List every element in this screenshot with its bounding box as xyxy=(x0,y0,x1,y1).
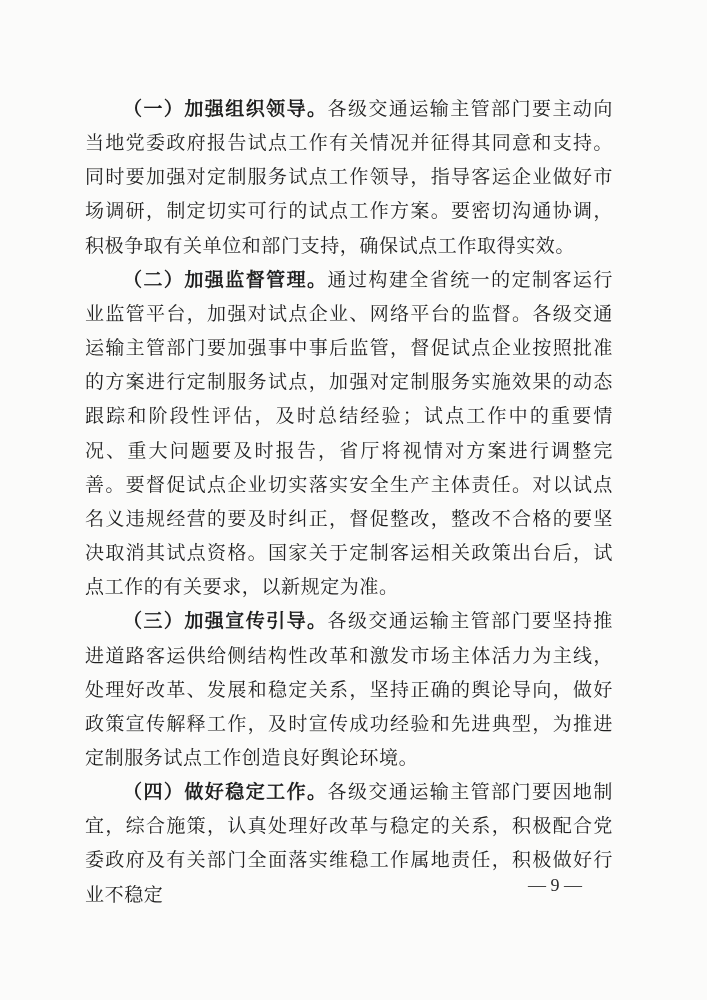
paragraph-heading: （一）加强组织领导。 xyxy=(123,98,328,120)
paragraph-heading: （三）加强宣传引导。 xyxy=(123,610,328,633)
paragraph-heading: （二）加强监督管理。 xyxy=(123,268,328,291)
paragraph-supervision-management xyxy=(85,263,613,605)
paragraph-heading: （四）做好稳定工作。 xyxy=(123,781,328,804)
document-body xyxy=(85,92,613,912)
paragraph-organization-leadership xyxy=(85,92,613,263)
paragraph-text: 各级交通运输主管部门要坚持推进道路客运供给侧结构性改革和激发市场主体活力为主线，处理好改革、发展和稳定关系，坚持正确的舆论导向，做好政策宣传解释工作，及时宣传成功经验和先进典型，为推进定制服务试点工作创造良好舆论环境。 xyxy=(85,610,613,769)
paragraph-text: 通过构建全省统一的定制客运行业监管平台，加强对试点企业、网络平台的监督。各级交通运输主管部门要加强事中事后监管，督促试点企业按照批准的方案进行定制服务试点，加强对定制服务实施效果的动态跟踪和阶段性评估，及时总结经验；试点工作中的重要情况、重大问题要及时报告，省厅将视情对方案进行调整完善。要督促试点企业切实落实安全生产主体责任。对以试点名义违规经营的要及时纠正，督促整改，整改不合格的要坚决取消其试点资格。国家关于定制客运相关政策出台后，试点工作的有关要求，以新规定为准。 xyxy=(85,268,613,599)
page-number: — 9 — xyxy=(528,875,582,895)
paragraph-publicity-guidance xyxy=(85,604,613,775)
paragraph-text: 各级交通运输主管部门要因地制宜，综合施策，认真处理好改革与稳定的关系，积极配合党委政府及有关部门全面落实维稳工作属地责任，积极做好行业不稳定 xyxy=(85,781,613,906)
paragraph-text: 各级交通运输主管部门要主动向当地党委政府报告试点工作有关情况并征得其同意和支持。同时要加强对定制服务试点工作领导，指导客运企业做好市场调研，制定切实可行的试点工作方案。要密切沟通协调，积极争取有关单位和部门支持，确保试点工作取得实效。 xyxy=(85,98,613,257)
